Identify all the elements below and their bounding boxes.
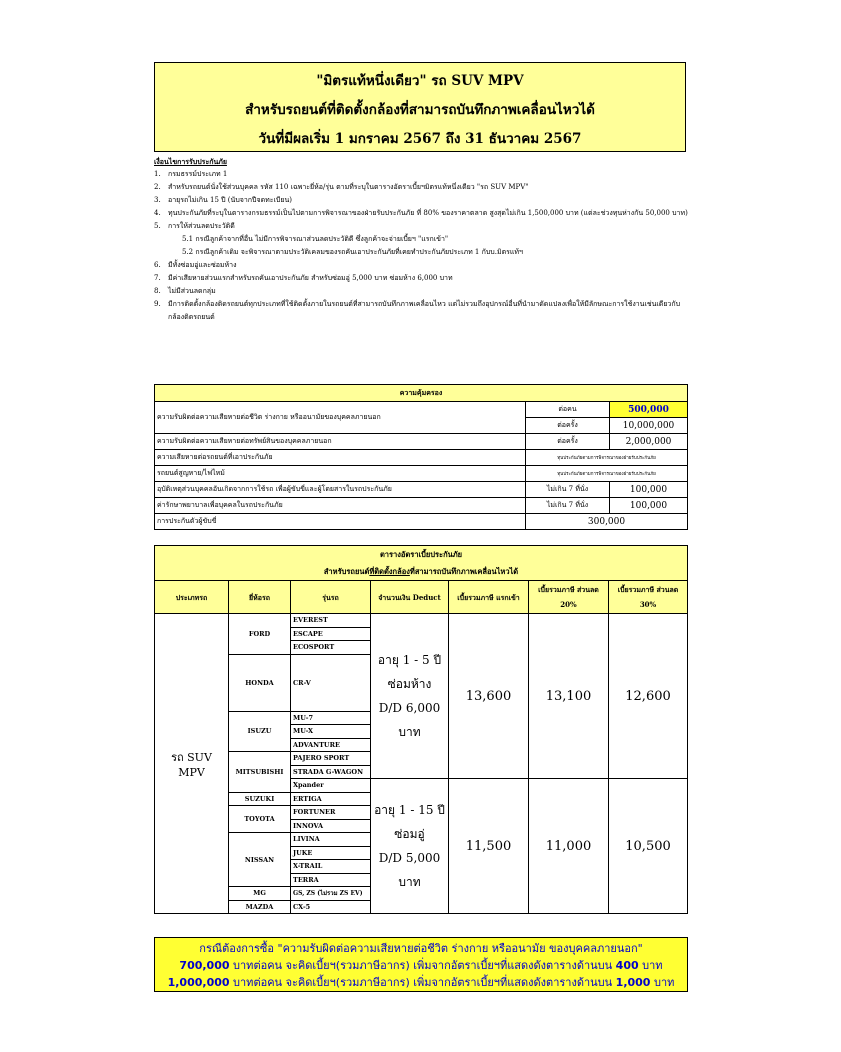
premium-title-line-2 (157, 563, 685, 580)
conditions-heading: เงื่อนไขการรับประกันภัย (154, 157, 227, 166)
footer-text: บาทต่อคน จะคิดเบี้ยฯ(รวมภาษีอากร) เพิ่มจากอัตราเบี้ยฯที่แสดงดังตารางด้านบน (229, 976, 616, 989)
brand-mg: MG (229, 887, 291, 901)
coverage-unit: ต่อคน (526, 402, 610, 418)
col-header-model: รุ่นรถ (291, 581, 371, 614)
model-cell: PAJERO SPORT (291, 752, 371, 766)
condition-number: 9. (154, 300, 161, 308)
premium-price: 10,500 (609, 779, 688, 914)
model-cell: CX-5 (291, 900, 371, 914)
coverage-label: รถยนต์สูญหาย/ไฟไหม้ (155, 466, 526, 482)
model-cell: INNOVA (291, 819, 371, 833)
coverage-unit: ต่อครั้ง (526, 418, 610, 434)
coverage-amount: 100,000 (610, 498, 688, 514)
model-cell: X-TRAIL (291, 860, 371, 874)
brand-mitsubishi: MITSUBISHI (229, 752, 291, 793)
coverage-amount: 100,000 (610, 482, 688, 498)
deduct-line: บาท (398, 725, 421, 739)
title-line-2: สำหรับรถยนต์ที่ติดตั้งกล้องที่สามารถบันทึกภาพเคลื่อนไหวได้ (245, 102, 595, 118)
title-box (154, 62, 686, 152)
condition-text: มีทั้งซ่อมอู่และซ่อมห้าง (168, 261, 237, 269)
brand-ford: FORD (229, 614, 291, 655)
premium-title-underlined: ที่ติดตั้งกล้อง (369, 567, 410, 576)
condition-item (154, 194, 694, 207)
premium-price: 12,600 (609, 614, 688, 779)
deduct-line: D/D 6,000 (378, 701, 441, 715)
condition-number: 2. (154, 183, 161, 191)
footer-text: บาทต่อคน จะคิดเบี้ยฯ(รวมภาษีอากร) เพิ่มจากอัตราเบี้ยฯที่แสดงดังตารางด้านบน (229, 959, 616, 972)
footer-note (154, 937, 688, 992)
condition-number: 3. (154, 196, 161, 204)
premium-price: 11,000 (529, 779, 609, 914)
condition-text: มีค่าเสียหายส่วนแรกสำหรับรถคันเอาประกันภัย สำหรับซ่อมอู่ 5,000 บาท ซ่อมห้าง 6,000 บาท (168, 274, 453, 282)
coverage-label: ค่ารักษาพยาบาลเพื่อบุคคลในรถประกันภัย (155, 498, 526, 514)
condition-text: อายุรถไม่เกิน 15 ปี (นับจากปีจดทะเบียน) (168, 196, 292, 204)
footer-additional: 1,000 (615, 976, 651, 989)
model-cell: MU-X (291, 725, 371, 739)
condition-text: ไม่มีส่วนลดกลุ่ม (168, 287, 216, 295)
premium-title-part: สำหรับรถยนต์ (323, 567, 370, 576)
coverage-table (154, 384, 688, 530)
brand-nissan: NISSAN (229, 833, 291, 887)
deduct-group-2 (371, 779, 449, 914)
condition-text: สำหรับรถยนต์นั่งใช้ส่วนบุคคล รหัส 110 เฉพาะยี่ห้อ/รุ่น ตามที่ระบุในตารางอัตราเบี้ยฯมิตรแท้หนึ่งเดียว "รถ SUV MPV" (168, 183, 529, 191)
premium-price: 13,600 (449, 614, 529, 779)
condition-item (154, 220, 694, 233)
coverage-label: การประกันตัวผู้ขับขี่ (155, 514, 526, 530)
model-cell: LIVINA (291, 833, 371, 847)
coverage-unit: ไม่เกิน 7 ที่นั่ง (526, 498, 610, 514)
model-cell: ERTIGA (291, 792, 371, 806)
deduct-line: D/D 5,000 (378, 851, 441, 865)
condition-number: 7. (154, 274, 161, 282)
condition-text: การให้ส่วนลดประวัติดี (168, 222, 235, 230)
col-header-brand: ยี่ห้อรถ (229, 581, 291, 614)
deduct-line: อายุ 1 - 15 ปี (374, 803, 445, 817)
condition-text: มีการติดตั้งกล้องติดรถยนต์ทุกประเภทที่ใช้ติดตั้งภายในรถยนต์ที่สามารถบันทึกภาพเคลื่อนไหว แต่ไม่รวมถึงอุปกรณ์อื่นที่นำมาดัดแปลงเพื่อให้มีลักษณะการใช้งานเช่นเดียวกับกล้องติดรถยนต์ (168, 300, 681, 321)
model-cell: ECOSPORT (291, 641, 371, 655)
condition-item (154, 168, 694, 181)
coverage-note: ทุนประกันภัยตามการพิจารณาของฝ่ายรับประกันภัย (526, 466, 688, 482)
deduct-line: ซ่อมห้าง (387, 677, 432, 691)
condition-number (168, 246, 182, 259)
model-cell: ESCAPE (291, 627, 371, 641)
premium-title-part: ที่สามารถบันทึกภาพเคลื่อนไหวได้ (409, 567, 519, 576)
coverage-label: ความรับผิดต่อความเสียหายต่อทรัพย์สินของบุคคลภายนอก (155, 434, 526, 450)
col-header-premium-30: เบี้ยรวมภาษี ส่วนลด 30% (609, 581, 688, 614)
condition-item (154, 259, 694, 272)
col-header-deduct: จำนวนเงิน Deduct (371, 581, 449, 614)
model-cell: TERRA (291, 873, 371, 887)
title-line-1: "มิตรแท้หนึ่งเดียว" รถ SUV MPV (316, 73, 524, 89)
coverage-note: ทุนประกันภัยตามการพิจารณาของฝ่ายรับประกันภัย (526, 450, 688, 466)
conditions-section (154, 155, 694, 324)
brand-mazda: MAZDA (229, 900, 291, 914)
model-cell: ADVANTURE (291, 738, 371, 752)
vehicle-category: รถ SUV MPV (155, 614, 229, 914)
coverage-unit: ต่อครั้ง (526, 434, 610, 450)
premium-price: 13,100 (529, 614, 609, 779)
model-cell: MU-7 (291, 711, 371, 725)
model-cell: STRADA G-WAGON (291, 765, 371, 779)
footer-text: บาท (650, 976, 675, 989)
premium-table (154, 545, 688, 914)
condition-number: 8. (154, 287, 161, 295)
model-cell: GS, ZS (ไม่รวม ZS EV) (291, 887, 371, 901)
model-cell: JUKE (291, 846, 371, 860)
col-header-type: ประเภทรถ (155, 581, 229, 614)
coverage-amount: 2,000,000 (610, 434, 688, 450)
coverage-label: ความรับผิดต่อความเสียหายต่อชีวิต ร่างกาย หรืออนามัยของบุคคลภายนอก (155, 402, 526, 434)
condition-item (154, 181, 694, 194)
col-header-premium-new: เบี้ยรวมภาษี แรกเข้า (449, 581, 529, 614)
footer-amount: 1,000,000 (167, 976, 230, 989)
title-line-3: วันที่มีผลเริ่ม 1 มกราคม 2567 ถึง 31 ธันวาคม 2567 (258, 131, 582, 147)
footer-line-1: กรณีต้องการซื้อ "ความรับผิดต่อความเสียหายต่อชีวิต ร่างกาย หรืออนามัย ของบุคคลภายนอก" (199, 942, 643, 955)
coverage-amount: 10,000,000 (610, 418, 688, 434)
condition-text: 5.2 กรณีลูกค้าเดิม จะพิจารณาตามประวัติเคลมของรถคันเอาประกันภัยที่เคยทำประกันภัยประเภท 1 กับบ.มิตรแท้ฯ (182, 248, 523, 256)
deduct-line: บาท (398, 875, 421, 889)
coverage-unit: ไม่เกิน 7 ที่นั่ง (526, 482, 610, 498)
condition-item (154, 207, 694, 220)
premium-title (155, 546, 688, 581)
premium-price: 11,500 (449, 779, 529, 914)
condition-item (154, 285, 694, 298)
condition-number (168, 233, 182, 246)
condition-text: ทุนประกันภัยที่ระบุในตารางกรมธรรม์เป็นไปตามการพิจารณาของฝ่ายรับประกันภัย ที่ 80% ของราคาตลาด สูงสุดไม่เกิน 1,500,000 บาท (แต่ละช่วงทุนห่างกัน 50,000 บาท) (168, 209, 688, 217)
condition-number: 6. (154, 261, 161, 269)
coverage-amount: 300,000 (526, 514, 688, 530)
condition-text: กรมธรรม์ประเภท 1 (168, 170, 228, 178)
condition-number: 5. (154, 222, 161, 230)
coverage-label: อุบัติเหตุส่วนบุคคลอันเกิดจากการใช้รถ เพื่อผู้ขับขี่และผู้โดยสารในรถประกันภัย (155, 482, 526, 498)
brand-suzuki: SUZUKI (229, 792, 291, 806)
condition-number: 4. (154, 209, 161, 217)
condition-item (154, 233, 694, 246)
condition-item (154, 298, 694, 324)
deduct-line: ซ่อมอู่ (394, 827, 425, 841)
footer-line-3 (155, 974, 687, 991)
premium-title-line-1: ตารางอัตราเบี้ยประกันภัย (379, 550, 463, 559)
model-cell: Xpander (291, 779, 371, 793)
condition-item (154, 246, 694, 259)
footer-additional: 400 (615, 959, 639, 972)
condition-number: 1. (154, 170, 161, 178)
coverage-amount: 500,000 (610, 402, 688, 418)
model-cell: EVEREST (291, 614, 371, 628)
footer-line-2 (155, 957, 687, 974)
conditions-list (154, 168, 694, 324)
coverage-header: ความคุ้มครอง (155, 385, 688, 402)
brand-honda: HONDA (229, 654, 291, 711)
footer-text: บาท (638, 959, 663, 972)
brand-isuzu: ISUZU (229, 711, 291, 752)
condition-text: 5.1 กรณีลูกค้าจากที่อื่น ไม่มีการพิจารณาส่วนลดประวัติดี ซึ่งลูกค้าจะจ่ายเบี้ยฯ "แรกเข้า" (182, 235, 449, 243)
footer-amount: 700,000 (179, 959, 230, 972)
col-header-premium-20: เบี้ยรวมภาษี ส่วนลด 20% (529, 581, 609, 614)
model-cell: CR-V (291, 654, 371, 711)
coverage-label: ความเสียหายต่อรถยนต์ที่เอาประกันภัย (155, 450, 526, 466)
model-cell: FORTUNER (291, 806, 371, 820)
deduct-line: อายุ 1 - 5 ปี (377, 653, 442, 667)
brand-toyota: TOYOTA (229, 806, 291, 833)
condition-item (154, 272, 694, 285)
deduct-group-1 (371, 614, 449, 779)
